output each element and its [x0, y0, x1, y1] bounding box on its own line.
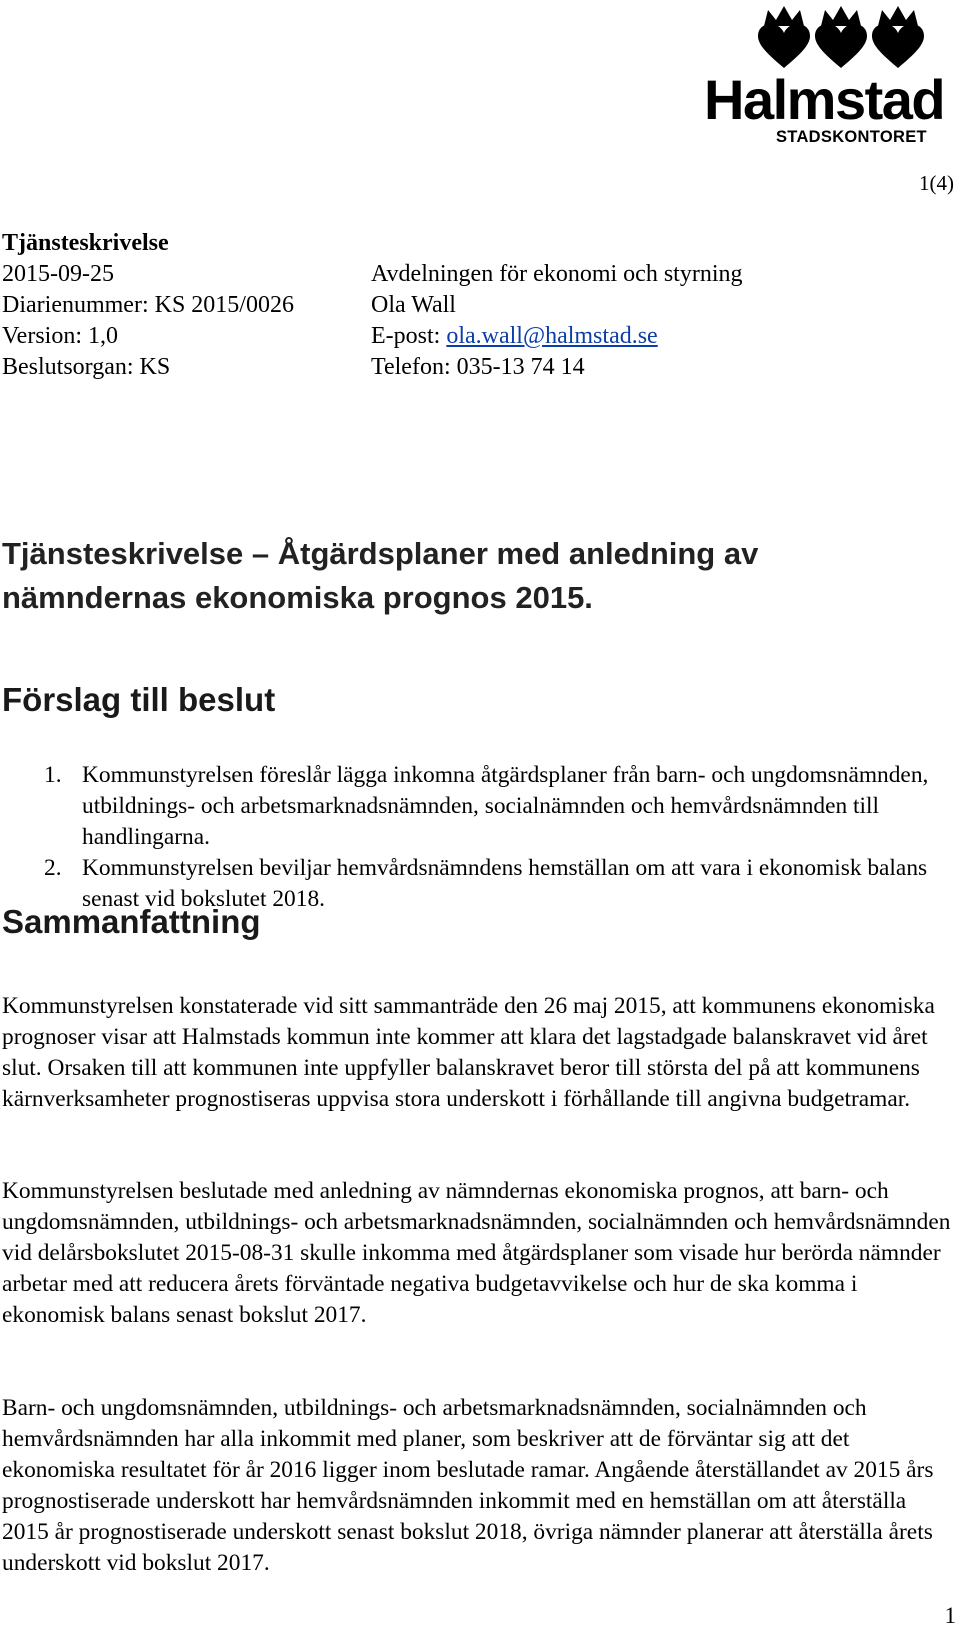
contact-email: [371, 321, 931, 352]
decision-body: Beslutsorgan: KS: [2, 354, 171, 380]
title-line-1: Tjänsteskrivelse – Åtgärdsplaner med anledning av: [2, 536, 759, 571]
proposal-text: Kommunstyrelsen föreslår lägga inkomna åtgärdsplaner från barn- och ungdomsnämnden, utbildnings- och arbetsmarknadsnämnden, socialnämnden och hemvårdsnämnden till handlingarna.: [82, 762, 929, 850]
logo-wordmark: Halmstad: [704, 68, 945, 131]
meta-left-column: [2, 228, 362, 383]
summary-paragraph: Kommunstyrelsen beslutade med anledning av nämndernas ekonomiska prognos, att barn- och ungdomsnämnden, utbildnings- och arbetsmarknadsnämnden, socialnämnden och hemvårdsnämnden vid delårsbokslutet 2015-08-31 skulle inkomma med åtgärdsplaner som visade hur berörda nämnder arbetar med att reducera årets förväntade negativa budgetavvikelse och hur de ska komma i ekonomisk balans senast bokslut 2017.: [2, 1178, 951, 1328]
summary-heading: Sammanfattning: [2, 903, 261, 940]
proposal-list: [2, 760, 952, 915]
summary-paragraph: Barn- och ungdomsnämnden, utbildnings- och arbetsmarknadsnämnden, socialnämnden och hemvårdsnämnden har alla inkommit med planer, som beskriver att de förväntar sig att det ekonomiska resultatet för år 2016 ligger inom beslutade ramar. Angående återställandet av 2015 års prognostiserade underskott har hemvårdsnämnden inkommit med en hemställan om att återställa 2015 år prognostiserade underskott senast bokslut 2018, övriga nämnder planerar att återställa årets underskott vid bokslut 2017.: [2, 1395, 934, 1576]
proposal-text: Kommunstyrelsen beviljar hemvårdsnämndens hemställan om att vara i ekonomisk balans senast vid bokslutet 2018.: [82, 855, 928, 912]
logo-subtitle: STADSKONTORET: [776, 128, 927, 146]
department: Avdelningen för ekonomi och styrning: [371, 261, 743, 287]
contact-name: Ola Wall: [371, 292, 456, 318]
proposal-number: 1.: [44, 762, 62, 788]
proposal-item: [2, 760, 952, 853]
doc-type: Tjänsteskrivelse: [2, 230, 169, 256]
proposal-number: 2.: [44, 855, 62, 881]
document-title: [2, 532, 952, 620]
meta-right-column: [371, 259, 931, 383]
page-indicator: 1(4): [919, 171, 954, 195]
summary-paragraph: Kommunstyrelsen konstaterade vid sitt sammanträde den 26 maj 2015, att kommunens ekonomiska prognoser visar att Halmstads kommun inte kommer att klara det lagstadgade balanskravet vid året slut. Orsaken till att kommunen inte uppfyller balanskravet beror till största del på att kommunens kärnverksamheter prognostiseras uppvisa stora underskott i förhållande till angivna budgetramar.: [2, 993, 935, 1112]
proposal-heading: Förslag till beslut: [2, 681, 276, 718]
contact-phone: Telefon: 035-13 74 14: [371, 354, 585, 380]
doc-date: 2015-09-25: [2, 261, 114, 287]
email-link[interactable]: ola.wall@halmstad.se: [446, 323, 658, 349]
diary-number: Diarienummer: KS 2015/0026: [2, 292, 294, 318]
doc-version: Version: 1,0: [2, 323, 118, 349]
email-label: E-post:: [371, 323, 447, 349]
footer-page-number: 1: [944, 1603, 956, 1628]
title-line-2: nämndernas ekonomiska prognos 2015.: [2, 580, 593, 615]
